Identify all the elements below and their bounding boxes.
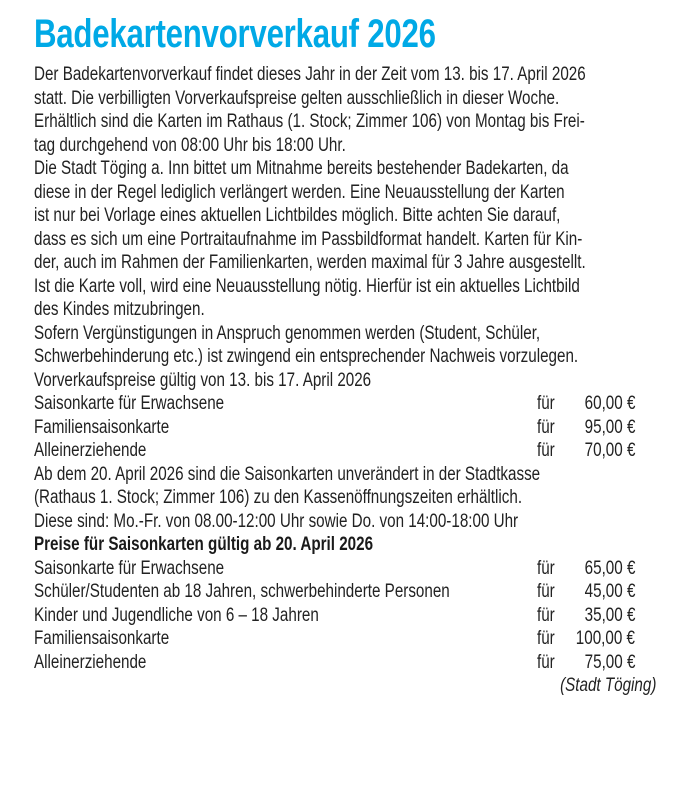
- body-line: Der Badekartenvorverkauf findet dieses Jahr in der Zeit vom 13. bis 17. April 2026: [34, 64, 586, 85]
- price-value: 70,00 €: [584, 440, 635, 461]
- presale-item-label: Alleinerziehende: [34, 440, 147, 461]
- presale-item-label: Saisonkarte für Erwachsene: [34, 393, 225, 414]
- price-value: 75,00 €: [584, 652, 635, 673]
- regular-item-label: Familiensaisonkarte: [34, 628, 170, 649]
- price-prefix: für: [537, 440, 555, 461]
- regular-heading: Preise für Saisonkarten gültig ab 20. April 2026: [34, 534, 374, 555]
- body-line: statt. Die verbilligten Vorverkaufspreise gelten ausschließlich in dieser Woche.: [34, 88, 560, 109]
- price-value: 95,00 €: [584, 417, 635, 438]
- price-value: 65,00 €: [584, 558, 635, 579]
- body-line: Ist die Karte voll, wird eine Neuausstellung nötig. Hierfür ist ein aktuelles Lichtbild: [34, 276, 580, 297]
- body-line: dass es sich um eine Portraitaufnahme im Passbildformat handelt. Karten für Kin-: [34, 229, 583, 250]
- body-line: (Rathaus 1. Stock; Zimmer 106) zu den Kassenöffnungszeiten erhältlich.: [34, 487, 523, 508]
- regular-item-label: Alleinerziehende: [34, 652, 147, 673]
- price-prefix: für: [537, 605, 555, 626]
- price-value: 35,00 €: [584, 605, 635, 626]
- regular-item-label: Saisonkarte für Erwachsene: [34, 558, 225, 579]
- price-prefix: für: [537, 652, 555, 673]
- price-prefix: für: [537, 581, 555, 602]
- body-line: des Kindes mitzubringen.: [34, 299, 205, 320]
- presale-item-label: Familiensaisonkarte: [34, 417, 170, 438]
- body-line: Ab dem 20. April 2026 sind die Saisonkarten unverändert in der Stadtkasse: [34, 464, 541, 485]
- price-value: 45,00 €: [584, 581, 635, 602]
- page-title: Badekartenvorverkauf 2026: [34, 12, 436, 56]
- source-attribution: (Stadt Töging): [559, 675, 656, 696]
- price-prefix: für: [537, 393, 555, 414]
- body-line: Schwerbehinderung etc.) ist zwingend ein entsprechender Nachweis vorzulegen.: [34, 346, 579, 367]
- presale-heading: Vorverkaufspreise gültig von 13. bis 17. April 2026: [34, 370, 372, 391]
- body-line: ist nur bei Vorlage eines aktuellen Lichtbildes möglich. Bitte achten Sie darauf,: [34, 205, 561, 226]
- price-value: 100,00 €: [575, 628, 635, 649]
- body-line: Diese sind: Mo.-Fr. von 08.00-12:00 Uhr sowie Do. von 14:00-18:00 Uhr: [34, 511, 519, 532]
- regular-item-label: Kinder und Jugendliche von 6 – 18 Jahren: [34, 605, 319, 626]
- price-prefix: für: [537, 628, 555, 649]
- price-prefix: für: [537, 558, 555, 579]
- body-line: Die Stadt Töging a. Inn bittet um Mitnahme bereits bestehender Badekarten, da: [34, 158, 569, 179]
- price-prefix: für: [537, 417, 555, 438]
- body-line: Sofern Vergünstigungen in Anspruch genommen werden (Student, Schüler,: [34, 323, 541, 344]
- body-line: der, auch im Rahmen der Familienkarten, werden maximal für 3 Jahre ausgestellt.: [34, 252, 586, 273]
- body-line: Erhältlich sind die Karten im Rathaus (1. Stock; Zimmer 106) von Montag bis Frei-: [34, 111, 585, 132]
- body-line: diese in der Regel lediglich verlängert werden. Eine Neuausstellung der Karten: [34, 182, 565, 203]
- price-value: 60,00 €: [584, 393, 635, 414]
- body-line: tag durchgehend von 08:00 Uhr bis 18:00 Uhr.: [34, 135, 346, 156]
- regular-item-label: Schüler/Studenten ab 18 Jahren, schwerbehinderte Personen: [34, 581, 450, 602]
